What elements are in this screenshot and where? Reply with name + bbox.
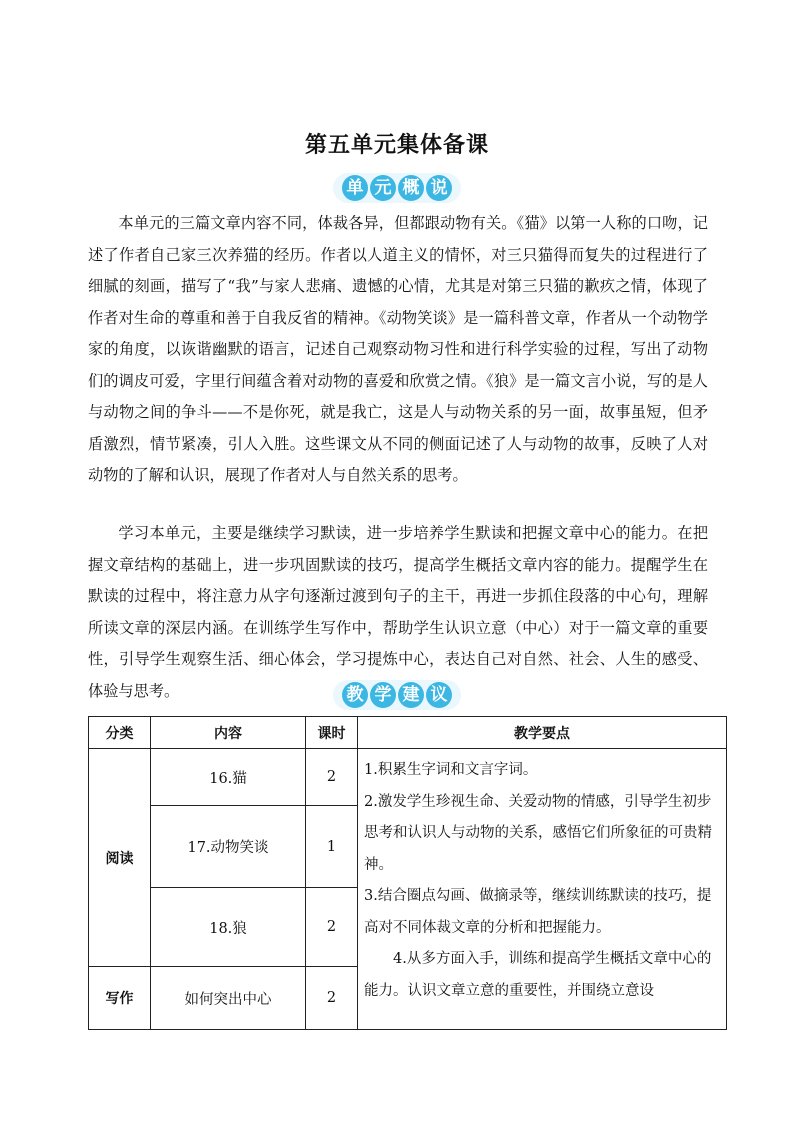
- banner-char: 教: [342, 682, 368, 708]
- point-item: 2.激发学生珍视生命、关爱动物的情感，引导学生初步思考和认识人与动物的关系，感悟它们所象征的可贵精神。: [364, 793, 712, 873]
- table-row: [89, 749, 727, 806]
- lesson-hours: 2: [306, 749, 358, 806]
- teaching-points: [358, 749, 727, 1030]
- point-item: 1.积累生字词和文言字词。: [364, 762, 538, 778]
- lesson-content: 16.猫: [151, 749, 306, 806]
- banner-pill: [333, 173, 461, 203]
- header-hours: 课时: [306, 717, 358, 749]
- point-item: 4.从多方面入手，训练和提高学生概括文章中心的能力。认识文章立意的重要性，并围绕立意设: [364, 951, 712, 999]
- overview-paragraph-1: [88, 208, 708, 492]
- header-content: 内容: [151, 717, 306, 749]
- lesson-content: 18.狼: [151, 888, 306, 967]
- paragraph-text: 本单元的三篇文章内容不同，体裁各异，但都跟动物有关。《猫》以第一人称的口吻，记述了作者自己家三次养猫的经历。作者以人道主义的情怀，对三只猫得而复失的过程进行了细腻的刻画，描写了“我”与家人悲痛、遗憾的心情，尤其是对第三只猫的歉疚之情，体现了作者对生命的尊重和善于自我反省的精神。《动物笑谈》是一篇科普文章，作者从一个动物学家的角度，以诙谐幽默的语言，记述自己观察动物习性和进行科学实验的过程，写出了动物们的调皮可爱，字里行间蕴含着对动物的喜爱和欣赏之情。《狼》是一篇文言小说，写的是人与动物之间的争斗——不是你死，就是我亡，这是人与动物关系的另一面，故事虽短，但矛盾激烈，情节紧凑，引人入胜。这些课文从不同的侧面记述了人与动物的故事，反映了人对动物的了解和认识，展现了作者对人与自然关系的思考。: [88, 214, 708, 484]
- overview-paragraph-2: [88, 518, 708, 707]
- table-header-row: [89, 717, 727, 749]
- banner-char: 单: [342, 175, 368, 201]
- banner-char: 学: [370, 682, 396, 708]
- paragraph-text: 学习本单元，主要是继续学习默读，进一步培养学生默读和把握文章中心的能力。在把握文章结构的基础上，进一步巩固默读的技巧，提高学生概括文章内容的能力。提醒学生在默读的过程中，将注意力从字句逐渐过渡到句子的主干，再进一步抓住段落的中心句，理解所读文章的深层内涵。在训练学生写作中，帮助学生认识立意（中心）对于一篇文章的重要性，引导学生观察生活、细心体会，学习提炼中心，表达自己对自然、社会、人生的感受、体验与思考。: [88, 524, 708, 700]
- teaching-table-wrapper: [88, 716, 726, 1008]
- category-writing: 写作: [89, 967, 151, 1030]
- teaching-table: [88, 716, 727, 1030]
- banner-char: 概: [398, 175, 424, 201]
- lesson-content: 如何突出中心: [151, 967, 306, 1030]
- header-points: 教学要点: [358, 717, 727, 749]
- banner-pill: [333, 680, 461, 710]
- lesson-content: 17.动物笑谈: [151, 806, 306, 888]
- header-category: 分类: [89, 717, 151, 749]
- point-item: 3.结合圈点勾画、做摘录等，继续训练默读的技巧，提高对不同体裁文章的分析和把握能力。: [364, 888, 712, 936]
- teaching-suggestions-banner: [0, 680, 794, 710]
- category-reading: 阅读: [89, 749, 151, 967]
- unit-overview-banner: [0, 173, 794, 203]
- banner-char: 议: [426, 682, 452, 708]
- lesson-hours: 1: [306, 806, 358, 888]
- lesson-hours: 2: [306, 888, 358, 967]
- page-title: 第五单元集体备课: [304, 133, 489, 158]
- banner-char: 元: [370, 175, 396, 201]
- lesson-hours: 2: [306, 967, 358, 1030]
- banner-char: 说: [426, 175, 452, 201]
- banner-char: 建: [398, 682, 424, 708]
